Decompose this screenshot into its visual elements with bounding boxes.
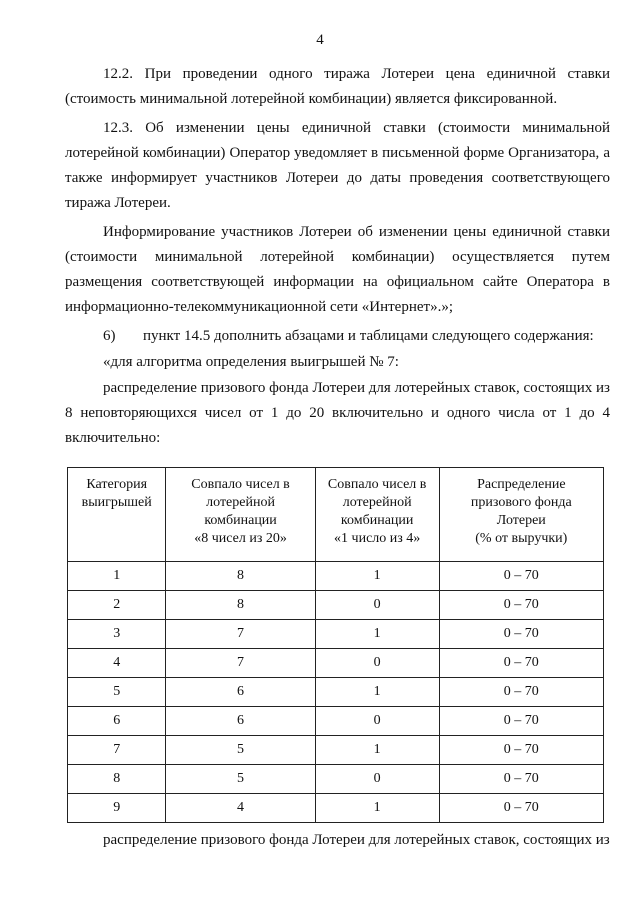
table-row <box>68 562 604 591</box>
header-prize-distribution <box>439 468 603 562</box>
paragraph-distribution-continued: распределение призового фонда Лотереи для лотерейных ставок, состоящих из <box>103 832 610 848</box>
header-category <box>68 468 166 562</box>
cell-match-8: 7 <box>166 620 315 649</box>
prize-distribution-table <box>67 467 604 823</box>
cell-match-1: 1 <box>315 736 439 765</box>
cell-share: 0 – 70 <box>439 562 603 591</box>
cell-match-1: 0 <box>315 707 439 736</box>
cell-match-8: 5 <box>166 765 315 794</box>
header-match-1-of-4 <box>315 468 439 562</box>
cell-match-1: 0 <box>315 765 439 794</box>
cell-category: 9 <box>68 794 166 823</box>
header-text: комбинации <box>204 513 277 528</box>
table-row <box>68 620 604 649</box>
cell-share: 0 – 70 <box>439 620 603 649</box>
header-text: Совпало чисел в <box>191 477 290 492</box>
cell-match-8: 8 <box>166 591 315 620</box>
cell-category: 8 <box>68 765 166 794</box>
table-row <box>68 736 604 765</box>
table-header-row <box>68 468 604 562</box>
table-row <box>68 765 604 794</box>
cell-share: 0 – 70 <box>439 649 603 678</box>
cell-share: 0 – 70 <box>439 707 603 736</box>
item-text: пункт 14.5 дополнить абзацами и таблицами следующего содержания: <box>143 328 594 344</box>
cell-category: 6 <box>68 707 166 736</box>
table-row <box>68 707 604 736</box>
cell-category: 7 <box>68 736 166 765</box>
cell-match-8: 6 <box>166 707 315 736</box>
cell-match-8: 6 <box>166 678 315 707</box>
table-row <box>68 649 604 678</box>
header-text: Лотереи <box>496 513 546 528</box>
cell-match-1: 1 <box>315 620 439 649</box>
header-text: лотерейной <box>342 495 412 510</box>
paragraph-informing: Информирование участников Лотереи об изменении цены единичной ставки (стоимости минимальной лотерейной комбинации) осуществляется путем размещения соответствующей информации на официальном сайте Оператора в информационно-телекоммуникационной сети «Интернет».»; <box>65 224 610 315</box>
cell-match-8: 5 <box>166 736 315 765</box>
paragraph-item-6 <box>103 324 610 349</box>
cell-match-8: 4 <box>166 794 315 823</box>
cell-category: 1 <box>68 562 166 591</box>
paragraph-distribution: распределение призового фонда Лотереи для лотерейных ставок, состоящих из 8 неповторяющихся чисел от 1 до 20 включительно и одного числа от 1 до 4 включительно: <box>65 380 610 446</box>
header-text: призового фонда <box>470 495 572 510</box>
paragraph-12-3: 12.3. Об изменении цены единичной ставки (стоимости минимальной лотерейной комбинации) Оператор уведомляет в письменной форме Организатора, а также информирует участников Лотереи до даты проведения соответствующего тиража Лотереи. <box>65 120 610 211</box>
cell-category: 2 <box>68 591 166 620</box>
header-text: «8 чисел из 20» <box>194 531 287 546</box>
header-text: Совпало чисел в <box>327 477 427 492</box>
table-row <box>68 794 604 823</box>
cell-match-1: 1 <box>315 678 439 707</box>
paragraph-12-2: 12.2. При проведении одного тиража Лотереи цена единичной ставки (стоимость минимальной лотерейной комбинации) является фиксированной. <box>65 66 610 107</box>
header-match-8-of-20 <box>166 468 315 562</box>
cell-share: 0 – 70 <box>439 678 603 707</box>
table-row <box>68 678 604 707</box>
cell-category: 5 <box>68 678 166 707</box>
header-text: выигрышей <box>81 495 152 510</box>
header-text: комбинации <box>340 513 414 528</box>
page-number: 4 <box>316 32 324 48</box>
cell-match-1: 0 <box>315 591 439 620</box>
cell-share: 0 – 70 <box>439 591 603 620</box>
cell-match-8: 8 <box>166 562 315 591</box>
paragraph-algorithm: «для алгоритма определения выигрышей № 7: <box>103 354 399 370</box>
cell-share: 0 – 70 <box>439 736 603 765</box>
header-text: Распределение <box>477 477 566 492</box>
cell-match-1: 1 <box>315 794 439 823</box>
header-text: «1 число из 4» <box>334 531 421 546</box>
cell-match-1: 1 <box>315 562 439 591</box>
header-text: (% от выручки) <box>475 531 568 546</box>
cell-match-8: 7 <box>166 649 315 678</box>
cell-share: 0 – 70 <box>439 765 603 794</box>
item-number: 6) <box>103 328 116 344</box>
cell-match-1: 0 <box>315 649 439 678</box>
header-text: лотерейной <box>206 495 275 510</box>
header-text: Категория <box>86 477 148 492</box>
cell-category: 4 <box>68 649 166 678</box>
cell-category: 3 <box>68 620 166 649</box>
cell-share: 0 – 70 <box>439 794 603 823</box>
table-row <box>68 591 604 620</box>
